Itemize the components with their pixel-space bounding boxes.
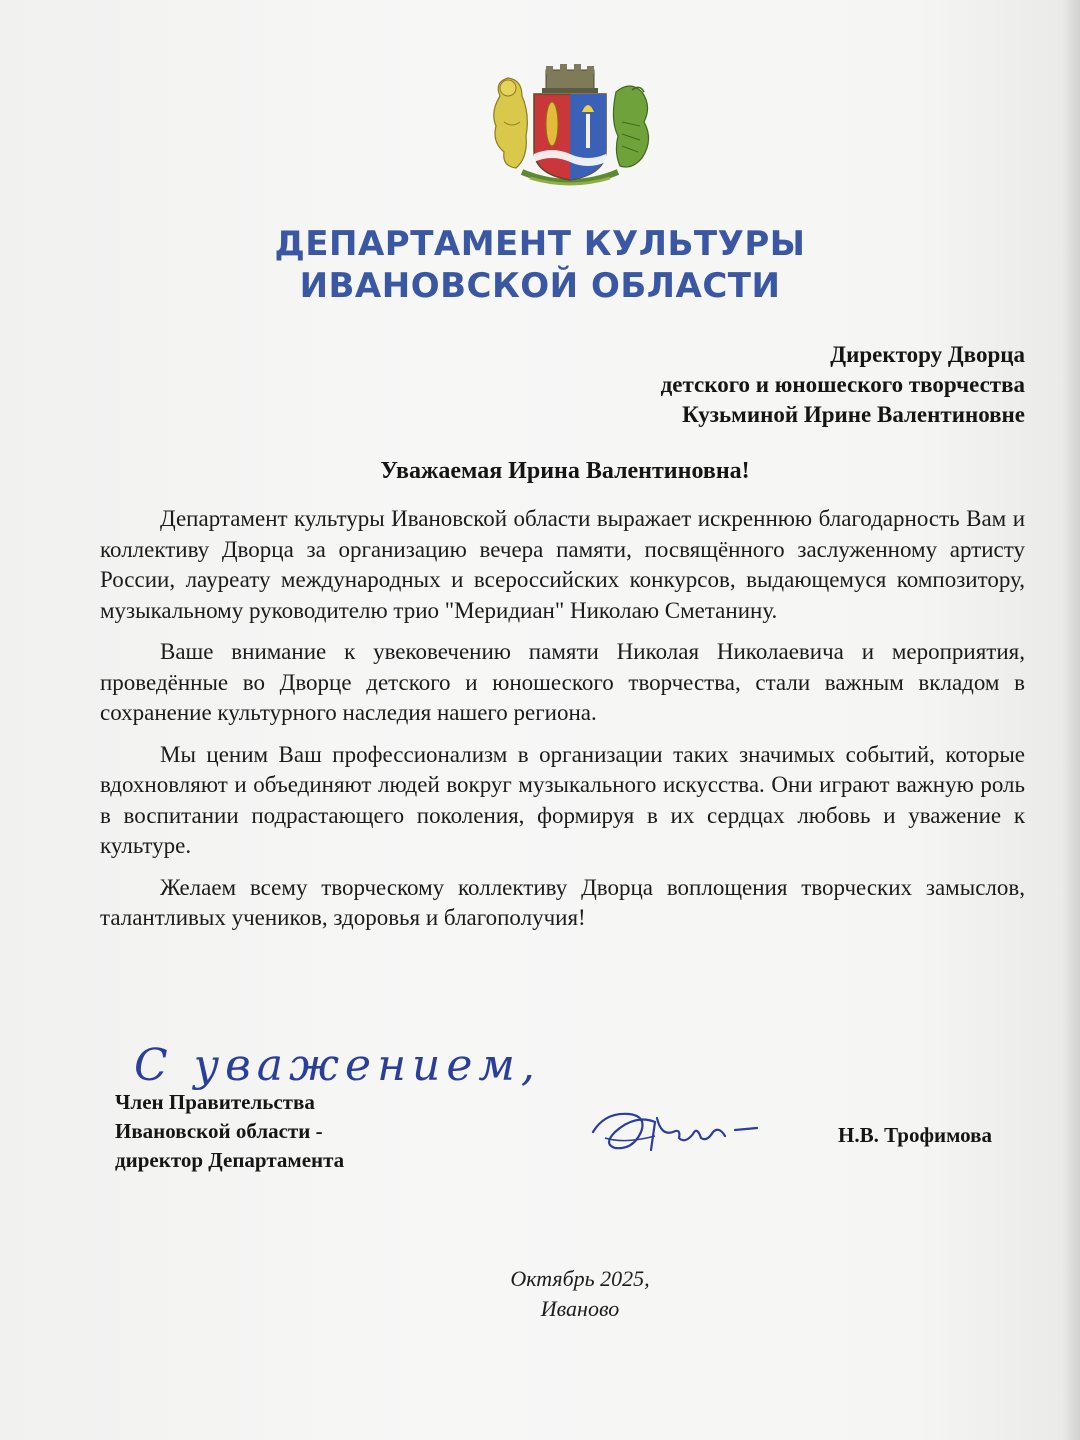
greeting: Уважаемая Ирина Валентиновна! — [380, 458, 750, 484]
body-paragraph-4: Желаем всему творческому коллективу Дворца воплощения творческих замыслов, талантливых учеников, здоровья и благополучия! — [100, 874, 1025, 930]
addressee-line1: Директору Дворца — [830, 342, 1025, 367]
lion-supporter-icon — [494, 78, 528, 168]
coat-of-arms-icon — [482, 62, 658, 192]
signer-position-line3: директор Департамента — [115, 1148, 345, 1172]
signer-position-line2: Ивановской области - — [115, 1119, 323, 1143]
handwritten-closing-text: С уважением, — [134, 1040, 541, 1091]
signature-icon — [585, 1092, 785, 1164]
body-paragraph-2: Ваше внимание к увековечению памяти Николая Николаевича и мероприятия, проведённые во Дворце детского и юношеского творчества, стали важным вкладом в сохранение культурного наследия нашего региона. — [100, 639, 1025, 725]
footer-city: Иваново — [540, 1296, 620, 1321]
eagle-supporter-icon — [613, 86, 648, 167]
footer-date: Октябрь 2025, — [510, 1266, 650, 1291]
paper-edge-shadow — [1062, 0, 1080, 1440]
body-paragraph-3: Мы ценим Ваш профессионализм в организации таких значимых событий, которые вдохновляют и объединяют людей вокруг музыкального искусства. Они играют важную роль в воспитании подрастающего поколения, формируя в их сердцах любовь и уважение к культуре. — [100, 741, 1025, 858]
signer-position — [115, 1088, 344, 1175]
department-title-line2: ИВАНОВСКОЙ ОБЛАСТИ — [299, 266, 781, 306]
body-paragraph-1: Департамент культуры Ивановской области выражает искреннюю благодарность Вам и коллективу Дворца за организацию вечера памяти, посвящённого заслуженному артисту России, лауреату международных и всероссийских конкурсов, выдающемуся композитору, музыкальному руководителю трио "Меридиан" Николаю Сметанину. — [100, 506, 1025, 623]
addressee-line3: Кузьминой Ирине Валентиновне — [682, 402, 1025, 427]
addressee-line2: детского и юношеского творчества — [660, 372, 1025, 397]
signer-position-line1: Член Правительства — [115, 1090, 315, 1114]
department-title-line1: ДЕПАРТАМЕНТ КУЛЬТУРЫ — [274, 224, 806, 264]
crown-icon — [542, 64, 598, 93]
footer — [0, 1264, 1080, 1324]
addressee-block — [661, 340, 1025, 430]
letter-body — [100, 504, 1025, 945]
signer-name: Н.В. Трофимова — [838, 1123, 992, 1147]
shield-icon — [534, 94, 606, 180]
